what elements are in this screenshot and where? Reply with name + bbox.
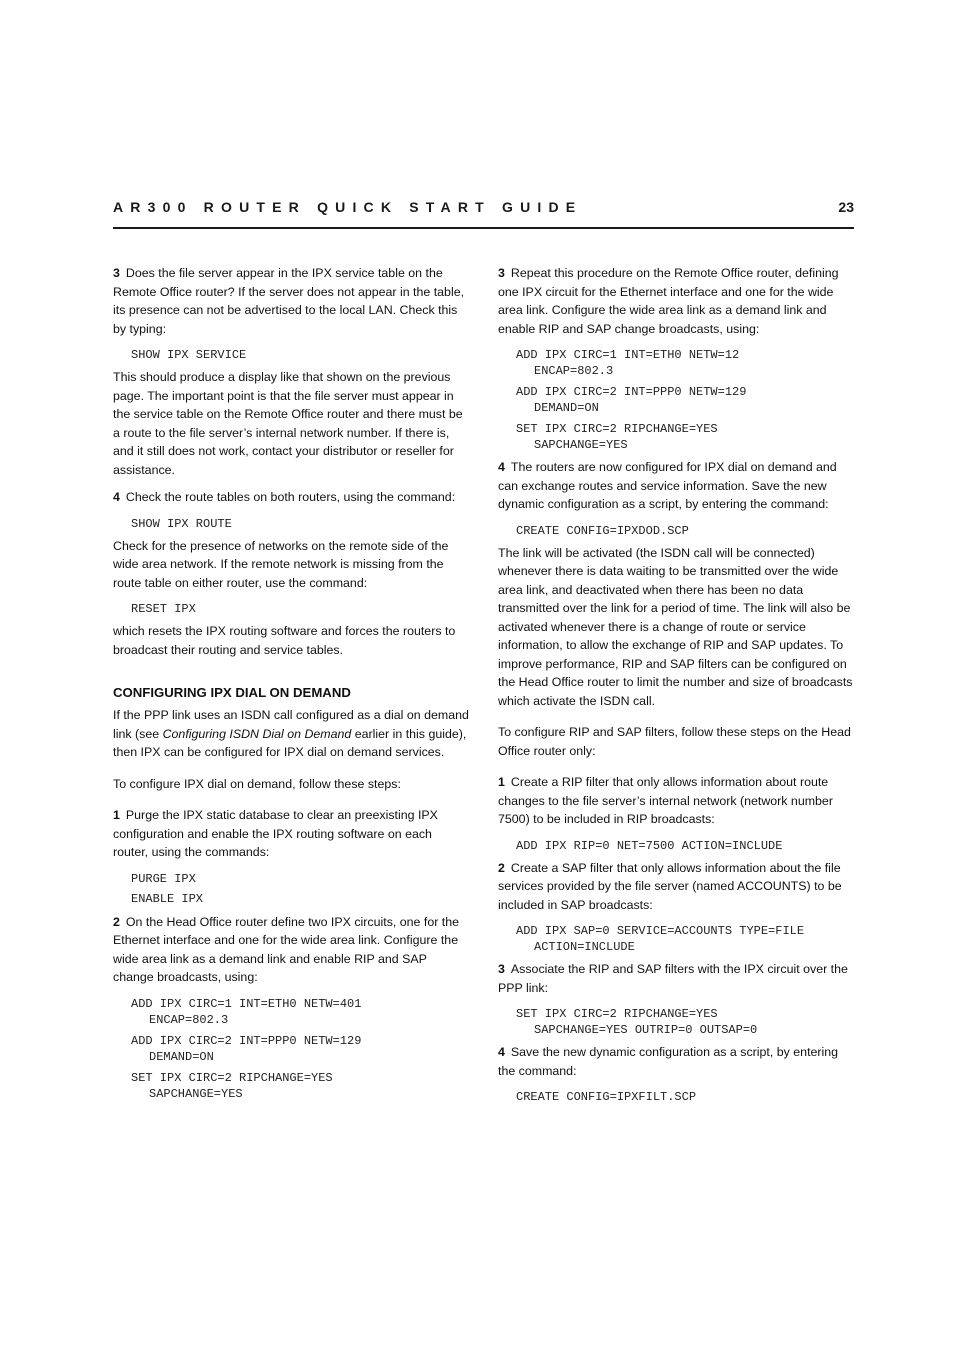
step-number: 4 — [498, 1045, 505, 1059]
command-line: ADD IPX RIP=0 NET=7500 ACTION=INCLUDE — [516, 838, 783, 853]
command-line: ADD IPX CIRC=1 INT=ETH0 NETW=401 — [131, 996, 362, 1011]
command-continuation: ENCAP=802.3 — [149, 1012, 229, 1027]
body-paragraph — [113, 706, 469, 762]
command-block — [131, 996, 469, 1028]
step-text: Associate the RIP and SAP filters with the IPX circuit over the PPP link: — [498, 962, 848, 995]
step-paragraph — [113, 264, 469, 338]
step-number: 3 — [498, 266, 505, 280]
step-number: 1 — [498, 775, 505, 789]
body-paragraph: which resets the IPX routing software and forces the routers to broadcast their routing and service tables. — [113, 624, 456, 657]
step-number: 2 — [113, 914, 120, 929]
running-title: AR300 ROUTER QUICK START GUIDE — [113, 199, 583, 215]
step-number: 3 — [498, 962, 505, 976]
step-text: Purge the IPX static database to clear an preexisting IPX configuration and enable the IPX routing software on each router, using the commands: — [113, 808, 438, 859]
body-paragraph: To configure IPX dial on demand, follow these steps: — [113, 776, 401, 791]
step-paragraph — [498, 960, 854, 997]
command-block — [516, 923, 854, 955]
body-paragraph: Check for the presence of networks on the remote side of the wide area network. If the remote network is missing from the route table on either router, use the command: — [113, 538, 449, 590]
command-continuation: ACTION=INCLUDE — [534, 940, 635, 954]
command-line: SET IPX CIRC=2 RIPCHANGE=YES — [516, 422, 718, 436]
command-block — [516, 1006, 854, 1038]
command-line: ADD IPX SAP=0 SERVICE=ACCOUNTS TYPE=FILE — [516, 924, 805, 938]
text-run: If the PPP link uses an ISDN call configured as a dial on demand link (see — [113, 708, 469, 741]
command-line: SET IPX CIRC=2 RIPCHANGE=YES — [131, 1070, 333, 1085]
command-continuation: DEMAND=ON — [149, 1049, 214, 1064]
page-number: 23 — [838, 199, 854, 215]
step-text: Check the route tables on both routers, using the command: — [125, 490, 456, 504]
step-paragraph — [498, 859, 854, 915]
step-paragraph — [498, 264, 854, 338]
step-text: Create a RIP filter that only allows information about route changes to the file server’s internal network (network number 7500) to be included in RIP broadcasts: — [498, 775, 833, 826]
body-paragraph: The link will be activated (the ISDN call will be connected) whenever there is data waiting to be transmitted over the wide area link, and deactivated when there has been no data transmitted over the link for a period of time. The link will also be activated whenever there is a change of route or service information, to allow the exchange of RIP and SAP updates. To improve performance, RIP and SAP filters can be configured on the Head Office router to limit the number and size of broadcasts which activate the ISDN call. — [498, 545, 853, 708]
step-paragraph — [113, 913, 469, 987]
command-block — [516, 421, 854, 453]
command-line: CREATE CONFIG=IPXDOD.SCP — [516, 523, 689, 538]
step-text: Does the file server appear in the IPX service table on the Remote Office router? If the server does not appear in the table, its presence can not be advertised to the local LAN. Check this by typing: — [113, 266, 465, 336]
step-number: 4 — [113, 490, 120, 504]
step-text: Save the new dynamic configuration as a script, by entering the command: — [498, 1045, 839, 1078]
step-text: The routers are now configured for IPX dial on demand and can exchange routes and service information. Save the new dynamic configuration as a script, by entering the command: — [498, 460, 837, 511]
command-block — [131, 1070, 469, 1102]
step-number: 4 — [498, 460, 505, 474]
step-number: 3 — [113, 266, 120, 280]
step-text: Repeat this procedure on the Remote Office router, defining one IPX circuit for the Ethernet interface and one for the wide area link. Configure the wide area link as a demand link and enable RIP and SAP change broadcasts, using: — [498, 266, 839, 336]
step-text: On the Head Office router define two IPX circuits, one for the Ethernet interface and one for the wide area link. Configure the wide area link as a demand link and enable RIP and SAP change broadcasts, using: — [113, 914, 460, 984]
command-continuation: SAPCHANGE=YES — [534, 438, 628, 452]
right-column — [498, 264, 854, 1110]
command-block — [131, 1033, 469, 1065]
command-line: PURGE IPX — [131, 871, 196, 886]
command-continuation: SAPCHANGE=YES — [149, 1086, 243, 1101]
section-heading: CONFIGURING IPX DIAL ON DEMAND — [113, 685, 351, 700]
step-paragraph — [113, 488, 469, 507]
cross-reference: Configuring ISDN Dial on Demand — [162, 726, 352, 741]
step-paragraph — [498, 1043, 854, 1080]
step-number: 1 — [113, 808, 120, 822]
command-continuation: DEMAND=ON — [534, 401, 599, 415]
command-line: ADD IPX CIRC=2 INT=PPP0 NETW=129 — [131, 1033, 362, 1048]
command-block — [516, 347, 854, 379]
step-number: 2 — [498, 860, 505, 875]
command-continuation: SAPCHANGE=YES OUTRIP=0 OUTSAP=0 — [534, 1023, 758, 1037]
body-paragraph: To configure RIP and SAP filters, follow these steps on the Head Office router only: — [498, 725, 851, 758]
command-line: ADD IPX CIRC=2 INT=PPP0 NETW=129 — [516, 385, 747, 399]
command-block — [516, 384, 854, 416]
step-paragraph — [498, 773, 854, 829]
page-header — [113, 199, 854, 229]
body-paragraph: This should produce a display like that shown on the previous page. The important point is that the file server must appear in the service table on the Remote Office router and there must be a route to the file server’s internal network number. If there is, and it still does not work, contact your distributor or reseller for assistance. — [113, 370, 463, 477]
command-continuation: ENCAP=802.3 — [534, 364, 614, 378]
text-run: earlier in this guide), then IPX can be configured for IPX dial on demand services. — [113, 726, 467, 759]
step-text: Create a SAP filter that only allows information about the file services provided by the file server (named ACCOUNTS) to be included in SAP broadcasts: — [498, 860, 842, 912]
command-line: RESET IPX — [131, 602, 196, 616]
command-line: CREATE CONFIG=IPXFILT.SCP — [516, 1090, 697, 1104]
step-paragraph — [498, 458, 854, 514]
left-column — [113, 264, 469, 1107]
command-line: ENABLE IPX — [131, 891, 204, 906]
command-line: SHOW IPX ROUTE — [131, 516, 232, 531]
step-paragraph — [113, 806, 469, 862]
command-line: SET IPX CIRC=2 RIPCHANGE=YES — [516, 1007, 718, 1021]
command-line: ADD IPX CIRC=1 INT=ETH0 NETW=12 — [516, 348, 740, 362]
command-line: SHOW IPX SERVICE — [131, 348, 247, 362]
